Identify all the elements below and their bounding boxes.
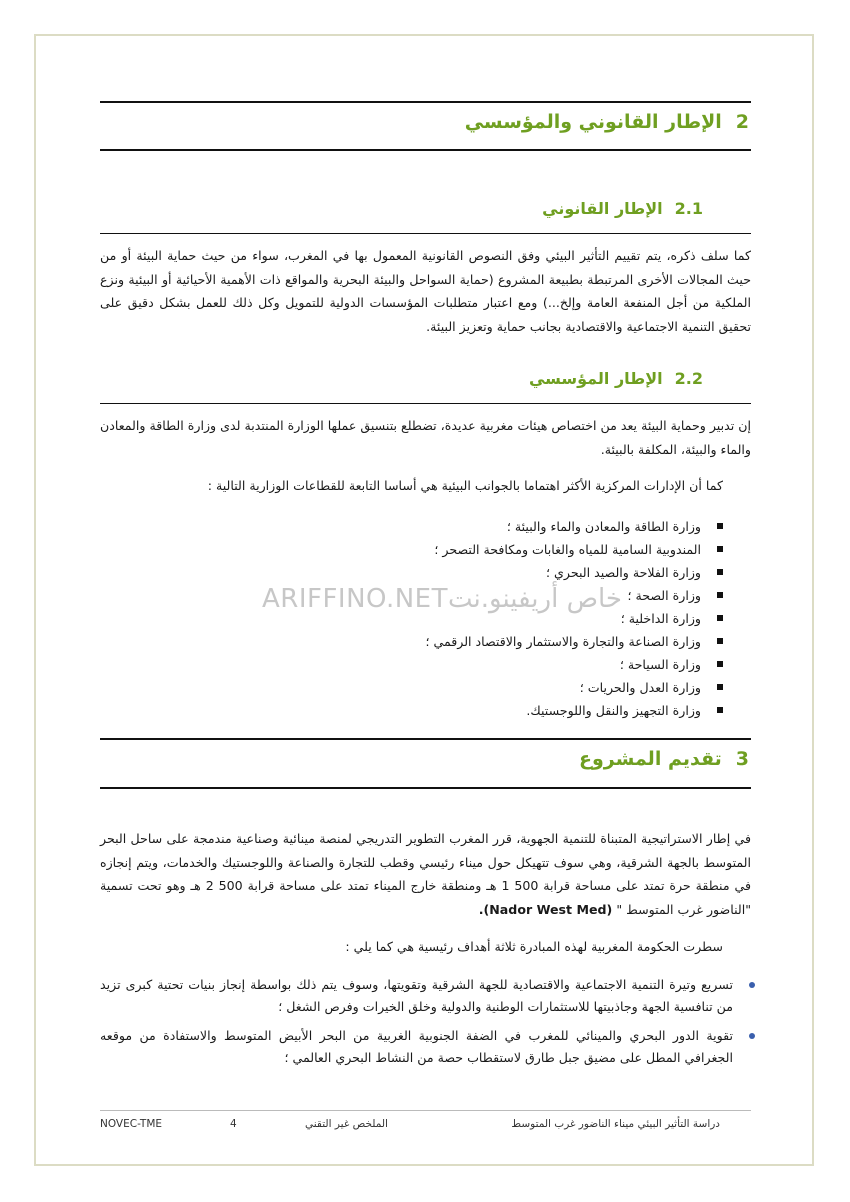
- square-bullet-icon: [717, 592, 723, 598]
- list-item: تقوية الدور البحري والمينائي للمغرب في الضفة الجنوبية الغربية من البحر الأبيض المتوسط والاستفادة من موقعه الجغرافي المطل على مضيق جبل طارق لاستقطاب حصة من النشاط البحري العالمي ؛: [100, 1025, 751, 1069]
- paragraph-project-presentation: في إطار الاستراتيجية المتبناة للتنمية الجهوية، قرر المغرب التطوير التدريجي لمنصة مينائية وصناعية مندمجة على ساحل البحر المتوسط بالجهة الشرقية، وهي سوف تتهيكل حول ميناء رئيسي وقطب للتجارة والصناعة واللوجستيك والخدمات، ويتم إنجازه في منطقة حرة تمتد على مساحة قرابة 500 1 هـ ومنطقة خارج الميناء تمتد على مساحة قرابة 500 2 هـ وهو تحت تسمية "الناضور غرب المتوسط " (Nador West Med).: [100, 831, 751, 917]
- square-bullet-icon: [717, 638, 723, 644]
- list-item: وزارة العدل والحريات ؛: [103, 676, 723, 699]
- list-item: وزارة الصناعة والتجارة والاستثمار والاقتصاد الرقمي ؛: [103, 630, 723, 653]
- square-bullet-icon: [717, 615, 723, 621]
- heading-section-2-1: [542, 199, 703, 218]
- round-bullet-icon: [749, 982, 755, 988]
- rule-bottom-section-2: [100, 149, 751, 151]
- list-item: المندوبية السامية للمياه والغابات ومكافحة التصحر ؛: [103, 538, 723, 561]
- heading-section-3: [579, 748, 749, 770]
- square-bullet-icon: [717, 684, 723, 690]
- heading-text: تقديم المشروع: [579, 748, 722, 770]
- footer-rule: [100, 1110, 751, 1111]
- rule-top-section-3: [100, 738, 751, 740]
- list-item: وزارة الطاقة والمعادن والماء والبيئة ؛: [103, 515, 723, 538]
- list-item: وزارة الداخلية ؛: [103, 607, 723, 630]
- footer-page-number: 4: [230, 1118, 237, 1130]
- objectives-list: [100, 974, 751, 1076]
- square-bullet-icon: [717, 569, 723, 575]
- rule-section-2-2: [100, 403, 751, 404]
- rule-bottom-section-3: [100, 787, 751, 789]
- heading-number: 3: [735, 748, 749, 770]
- watermark-text: ARIFFINO.NETخاص أريفينو.نت: [262, 584, 622, 614]
- heading-text: الإطار القانوني: [542, 199, 663, 218]
- square-bullet-icon: [717, 523, 723, 529]
- paragraph-central-administrations: كما أن الإدارات المركزية الأكثر اهتماما بالجوانب البيئية هي أساسا التابعة للقطاعات الوزارية التالية :: [207, 478, 723, 493]
- list-item: تسريع وتيرة التنمية الاجتماعية والاقتصادية للجهة الشرقية وتقويتها، وسوف يتم ذلك بواسطة إنجاز بنيات تحتية كبرى تزيد من تنافسية الجهة وجاذبيتها للاستثمارات الوطنية والدولية وخلق الخيرات وفرص الشغل ؛: [100, 974, 751, 1018]
- footer-summary-label: الملخص غير التقني: [305, 1118, 388, 1130]
- project-name: (Nador West Med).: [478, 901, 613, 917]
- heading-text: الإطار القانوني والمؤسسي: [464, 111, 722, 133]
- footer-company: NOVEC-TME: [100, 1118, 163, 1130]
- footer-study-title: دراسة التأثير البيئي ميناء الناضور غرب المتوسط: [511, 1118, 720, 1130]
- paragraph-objectives-intro: سطرت الحكومة المغربية لهذه المبادرة ثلاثة أهداف رئيسية هي كما يلي :: [345, 939, 723, 954]
- rule-top-section-2: [100, 101, 751, 103]
- heading-number: 2.1: [674, 199, 703, 218]
- heading-section-2-2: [529, 369, 703, 388]
- square-bullet-icon: [717, 546, 723, 552]
- heading-section-2: [465, 111, 749, 133]
- paragraph-legal-framework: كما سلف ذكره، يتم تقييم التأثير البيئي وفق النصوص القانونية المعمول بها في المغرب، سواء من حيث حماية البيئة أو من حيث المجالات الأخرى المرتبطة بطبيعة المشروع (حماية السواحل والبيئة البحرية والمواقع ذات الأهمية الأحيائية أو البيئية ونزع الملكية من أجل المنفعة العامة وإلخ...) ومع اعتبار متطلبات المؤسسات الدولية للتمويل وكل ذلك للعمل بشكل دقيق على تحقيق التنمية الاجتماعية والاقتصادية بجانب حماية وتعزيز البيئة.: [100, 248, 751, 334]
- list-item: وزارة السياحة ؛: [103, 653, 723, 676]
- list-item: وزارة الصحة ؛: [103, 584, 723, 607]
- list-item: وزارة الفلاحة والصيد البحري ؛: [103, 561, 723, 584]
- ministries-list: [103, 515, 723, 722]
- heading-number: 2.2: [674, 369, 703, 388]
- round-bullet-icon: [749, 1033, 755, 1039]
- square-bullet-icon: [717, 707, 723, 713]
- heading-text: الإطار المؤسسي: [528, 369, 663, 388]
- square-bullet-icon: [717, 661, 723, 667]
- rule-section-2-1: [100, 233, 751, 234]
- heading-number: 2: [735, 111, 749, 133]
- list-item: وزارة التجهيز والنقل واللوجستيك.: [103, 699, 723, 722]
- paragraph-institutional-framework: إن تدبير وحماية البيئة يعد من اختصاص هيئات مغربية عديدة، تضطلع بتنسيق عملها الوزارة المنتدبة لدى وزارة الطاقة والمعادن والماء والبيئة، المكلفة بالبيئة.: [100, 418, 751, 457]
